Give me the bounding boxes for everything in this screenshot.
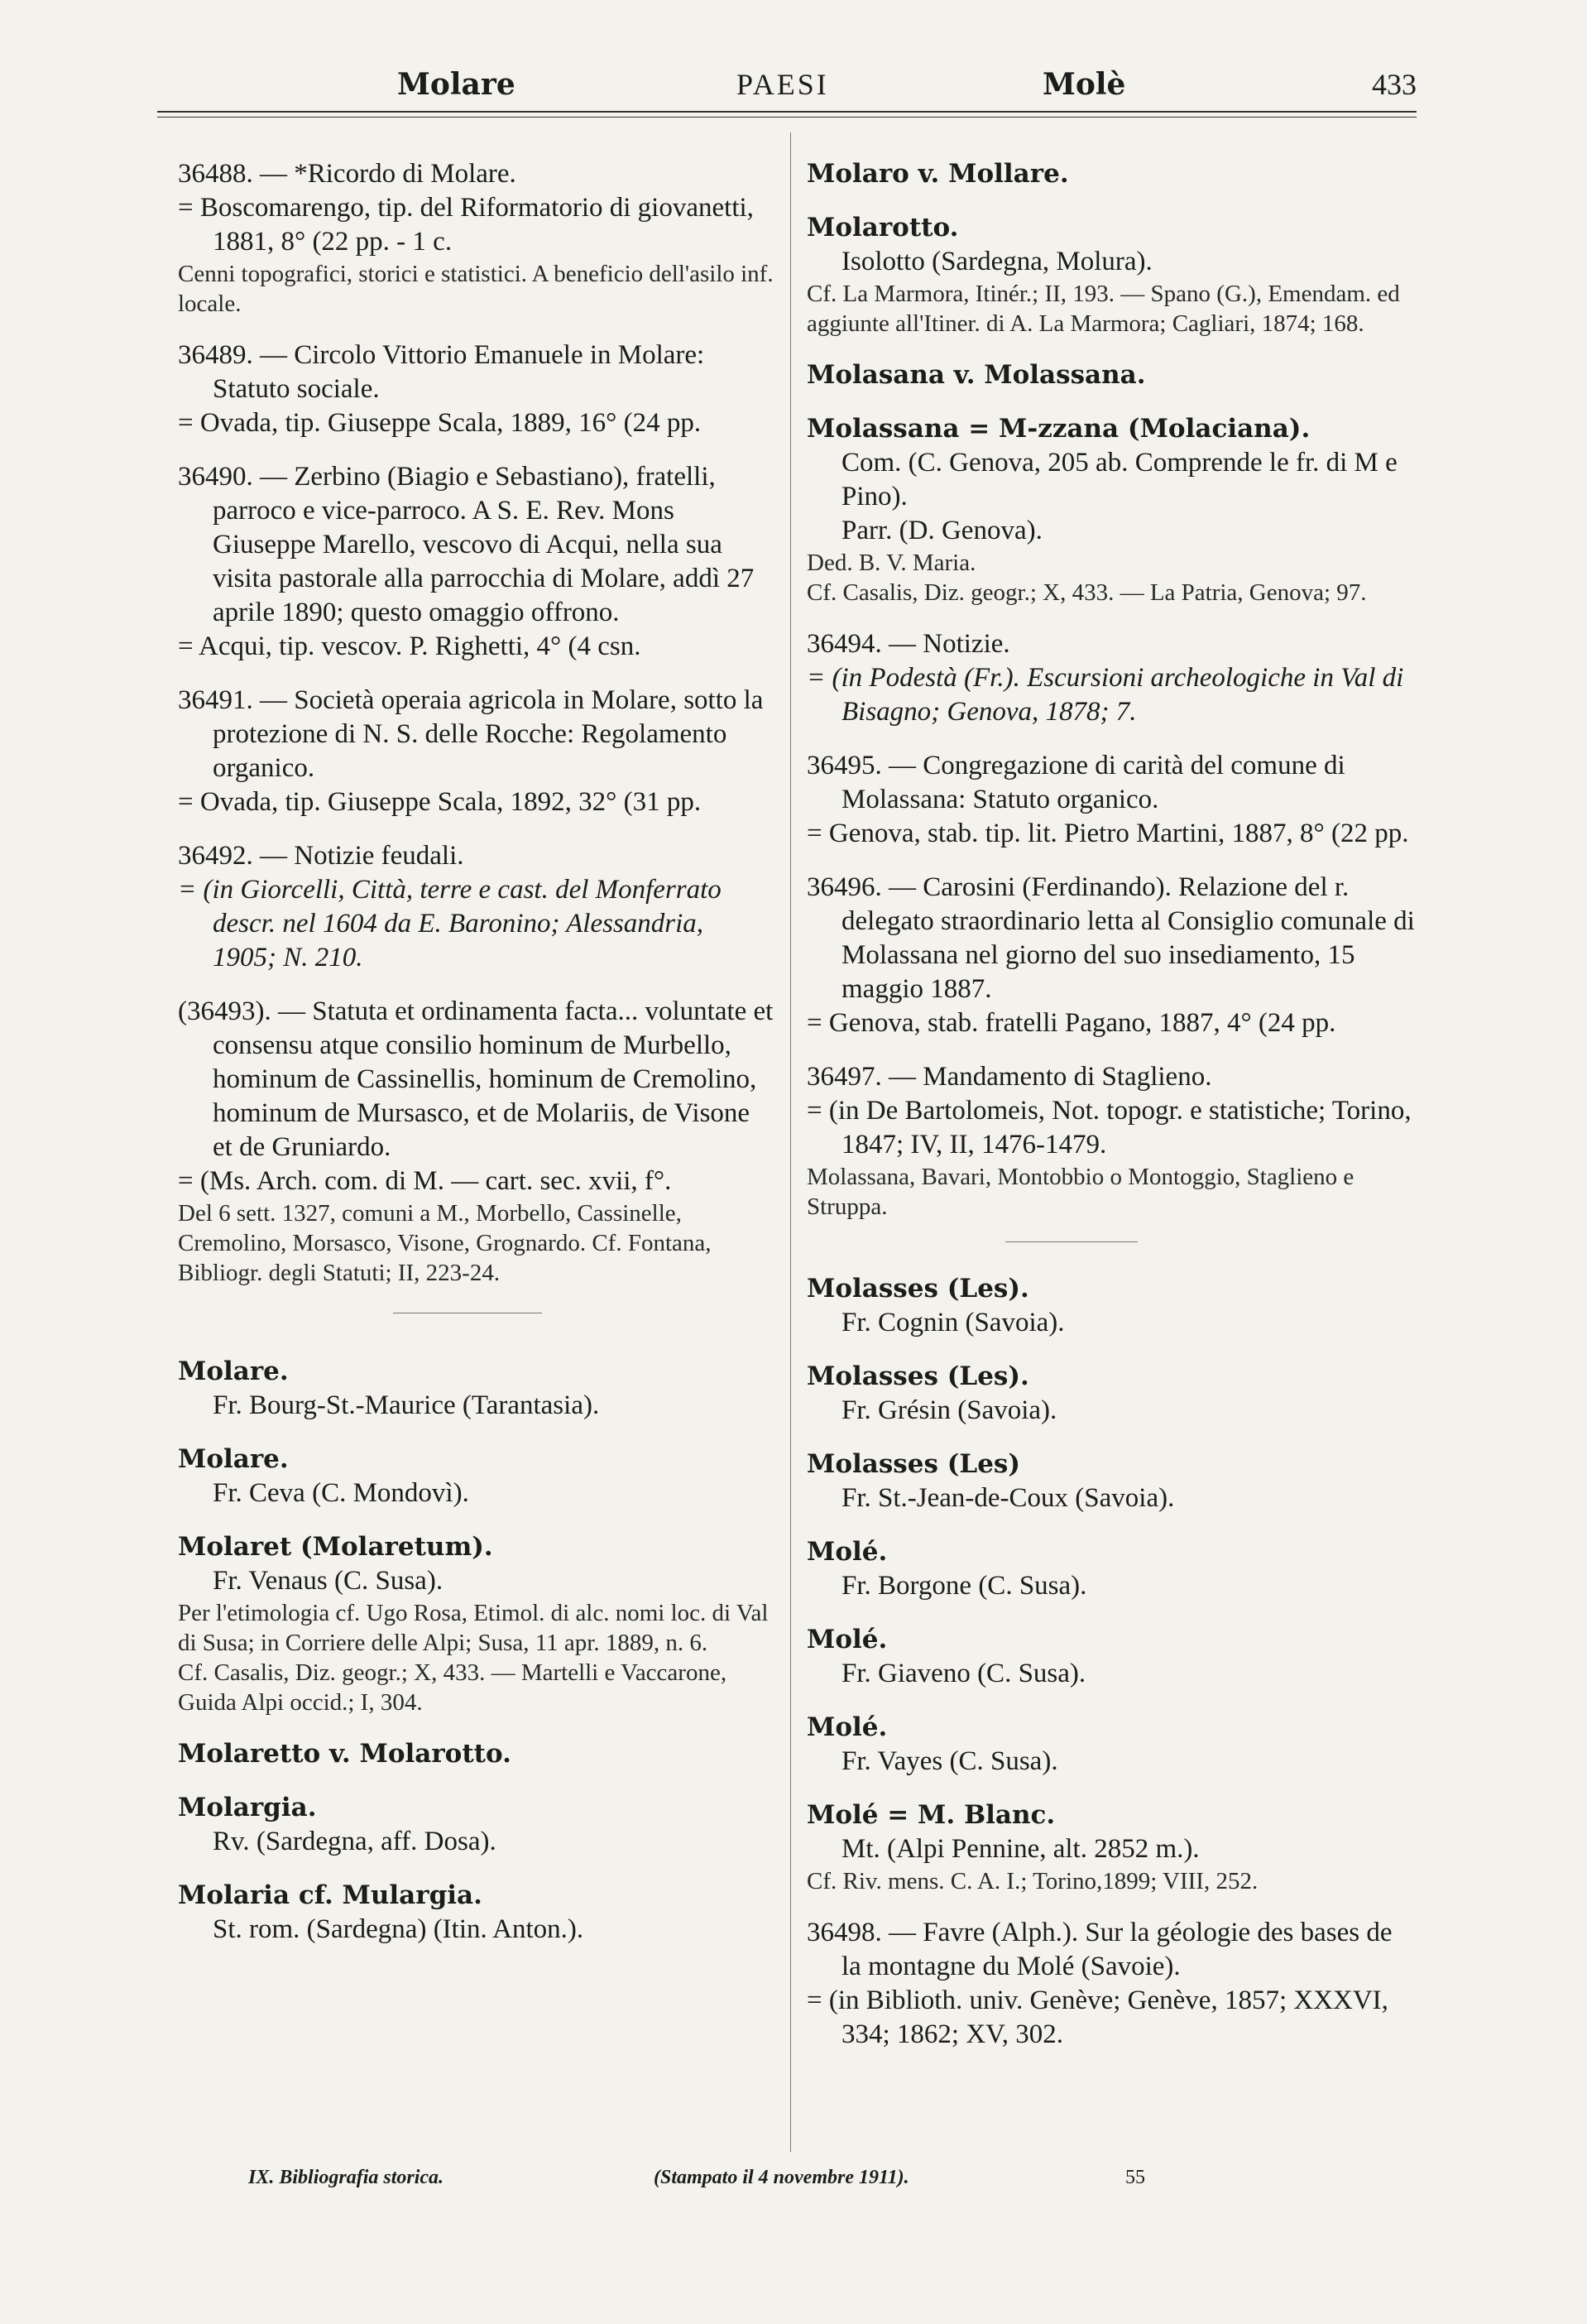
place-heading: Molasses (Les).	[807, 1361, 1029, 1391]
place-body: Parr. (D. Genova).	[841, 516, 1043, 545]
place-body: Fr. Grésin (Savoia).	[841, 1395, 1057, 1425]
entry-36496	[807, 871, 1415, 1040]
place-heading: Molaretto v. Molarotto.	[178, 1739, 511, 1769]
entry-36490	[178, 460, 774, 664]
place-note: Ded. B. V. Maria.	[807, 550, 976, 576]
running-head-center: PAESI	[736, 68, 829, 101]
entry-36495	[807, 749, 1415, 851]
running-head-right: Molè	[1043, 67, 1126, 102]
place-heading: Molasses (Les)	[807, 1449, 1021, 1479]
place-note: Cf. Casalis, Diz. geogr.; X, 433. — La Patria, Genova; 97.	[807, 579, 1367, 606]
footer-signature: 55	[1125, 2167, 1145, 2188]
place-molaretto	[178, 1737, 774, 1771]
place-body: Fr. Bourg-St.-Maurice (Tarantasia).	[213, 1390, 600, 1420]
running-head	[157, 60, 1417, 109]
place-body: Fr. St.-Jean-de-Coux (Savoia).	[841, 1483, 1175, 1513]
header-rule-thin	[157, 117, 1417, 118]
entry-title: 36489. — Circolo Vittorio Emanuele in Molare: Statuto sociale.	[178, 340, 705, 404]
left-column	[178, 157, 774, 1966]
place-mole-2	[807, 1623, 1415, 1691]
entry-imprint: = (in De Bartolomeis, Not. topogr. e statistiche; Torino, 1847; IV, II, 1476-1479.	[807, 1096, 1412, 1160]
place-molasses-3	[807, 1448, 1415, 1515]
entry-36491	[178, 684, 774, 819]
section-separator	[1005, 1241, 1138, 1242]
entry-imprint: = Genova, stab. fratelli Pagano, 1887, 4° (24 pp.	[807, 1008, 1336, 1038]
entry-title: 36495. — Congregazione di carità del comune di Molassana: Statuto organico.	[807, 751, 1345, 814]
entry-imprint: = (Ms. Arch. com. di M. — cart. sec. xvii, f°.	[178, 1166, 672, 1196]
place-heading: Molargia.	[178, 1793, 317, 1822]
place-note: Cf. La Marmora, Itinér.; II, 193. — Spano (G.), Emendam. ed aggiunte all'Itiner. di A. La Marmora; Cagliari, 1874; 168.	[807, 281, 1400, 337]
place-note: Cf. Casalis, Diz. geogr.; X, 433. — Martelli e Vaccarone, Guida Alpi occid.; I, 304.	[178, 1659, 727, 1716]
place-body: Rv. (Sardegna, aff. Dosa).	[213, 1827, 496, 1856]
place-heading: Molé.	[807, 1712, 888, 1742]
place-mole-1	[807, 1535, 1415, 1603]
entry-36494	[807, 627, 1415, 729]
place-note: Per l'etimologia cf. Ugo Rosa, Etimol. di alc. nomi loc. di Val di Susa; in Corriere delle Alpi; Susa, 11 apr. 1889, n. 6.	[178, 1600, 769, 1656]
entry-title: 36492. — Notizie feudali.	[178, 841, 464, 871]
right-column	[807, 157, 1415, 2072]
page-number: 433	[1372, 68, 1417, 101]
place-heading: Molaro v. Mollare.	[807, 159, 1069, 189]
place-molasana	[807, 358, 1415, 392]
entry-36492	[178, 839, 774, 975]
place-heading: Molarotto.	[807, 213, 959, 242]
place-molaro	[807, 157, 1415, 191]
place-body: Fr. Giaveno (C. Susa).	[841, 1659, 1086, 1688]
entry-imprint: = (in Giorcelli, Città, terre e cast. del Monferrato descr. nel 1604 da E. Baronino; Alessandria, 1905; N. 210.	[178, 875, 722, 972]
entry-imprint: = (in Biblioth. univ. Genève; Genève, 1857; XXXVI, 334; 1862; XV, 302.	[807, 1985, 1388, 2049]
entry-title: 36497. — Mandamento di Staglieno.	[807, 1062, 1212, 1092]
entry-note: Molassana, Bavari, Montobbio o Montoggio, Staglieno e Struppa.	[807, 1164, 1354, 1220]
entry-36498	[807, 1916, 1415, 2052]
entry-title: (36493). — Statuta et ordinamenta facta... voluntate et consensu atque consilio hominum de Murbello, hominum de Cassinellis, hominum de Cremolino, hominum de Mursasco, et de Molariis, de Visone et de Gruniardo.	[178, 996, 774, 1162]
place-body: St. rom. (Sardegna) (Itin. Anton.).	[213, 1914, 584, 1944]
entry-36493	[178, 995, 774, 1288]
footer-section: IX. Bibliografia storica.	[248, 2167, 444, 2188]
place-heading: Molaret (Molaretum).	[178, 1532, 493, 1562]
entry-36489	[178, 339, 774, 440]
place-body: Fr. Borgone (C. Susa).	[841, 1571, 1087, 1601]
place-heading: Molaria cf. Mulargia.	[178, 1880, 482, 1910]
entry-note: Cenni topografici, storici e statistici. A beneficio dell'asilo inf. locale.	[178, 261, 774, 317]
entry-title: 36496. — Carosini (Ferdinando). Relazione del r. delegato straordinario letta al Consiglio comunale di Molassana nel giorno del suo insediamento, 15 maggio 1887.	[807, 872, 1415, 1004]
place-body: Fr. Venaus (C. Susa).	[213, 1566, 443, 1596]
footer-print-date: (Stampato il 4 novembre 1911).	[654, 2167, 909, 2188]
place-mole-3	[807, 1711, 1415, 1779]
entry-title: 36491. — Società operaia agricola in Molare, sotto la protezione di N. S. delle Rocche: Regolamento organico.	[178, 685, 764, 783]
column-divider	[790, 132, 791, 2152]
place-molargia	[178, 1791, 774, 1859]
place-molaret	[178, 1530, 774, 1717]
entry-imprint: = Acqui, tip. vescov. P. Righetti, 4° (4 csn.	[178, 631, 641, 661]
place-molaria	[178, 1879, 774, 1947]
entry-note: Del 6 sett. 1327, comuni a M., Morbello, Cassinelle, Cremolino, Morsasco, Visone, Grognardo. Cf. Fontana, Bibliogr. degli Statuti; II, 223-24.	[178, 1200, 712, 1286]
entry-imprint: = Ovada, tip. Giuseppe Scala, 1892, 32° (31 pp.	[178, 787, 702, 817]
place-heading: Molé.	[807, 1537, 888, 1567]
place-note: Cf. Riv. mens. C. A. I.; Torino,1899; VIII, 252.	[807, 1868, 1259, 1894]
place-molasses-2	[807, 1360, 1415, 1428]
running-head-left: Molare	[397, 67, 515, 102]
place-body: Fr. Ceva (C. Mondovì).	[213, 1478, 469, 1508]
place-heading: Molasses (Les).	[807, 1274, 1029, 1304]
place-body: Fr. Vayes (C. Susa).	[841, 1746, 1058, 1776]
entry-imprint: = (in Podestà (Fr.). Escursioni archeologiche in Val di Bisagno; Genova, 1878; 7.	[807, 663, 1404, 727]
entry-title: 36490. — Zerbino (Biagio e Sebastiano), fratelli, parroco e vice-parroco. A S. E. Rev. Mons Giuseppe Marello, vescovo di Acqui, nella sua visita pastorale alla parrocchia di Molare, addì 27 aprile 1890; questo omaggio offrono.	[178, 462, 755, 627]
place-heading: Molé = M. Blanc.	[807, 1800, 1056, 1830]
entry-title: 36498. — Favre (Alph.). Sur la géologie des bases de la montagne du Molé (Savoie).	[807, 1918, 1393, 1981]
place-molasses-1	[807, 1272, 1415, 1340]
place-molare-2	[178, 1443, 774, 1510]
entry-imprint: = Ovada, tip. Giuseppe Scala, 1889, 16° (24 pp.	[178, 408, 702, 438]
place-body: Fr. Cognin (Savoia).	[841, 1308, 1065, 1337]
place-body: Isolotto (Sardegna, Molura).	[841, 247, 1153, 276]
place-heading: Molassana = M-zzana (Molaciana).	[807, 414, 1311, 444]
entry-imprint: = Boscomarengo, tip. del Riformatorio di giovanetti, 1881, 8° (22 pp. - 1 c.	[178, 193, 754, 257]
place-body: Mt. (Alpi Pennine, alt. 2852 m.).	[841, 1834, 1200, 1864]
entry-imprint: = Genova, stab. tip. lit. Pietro Martini, 1887, 8° (22 pp.	[807, 819, 1409, 848]
place-heading: Molé.	[807, 1625, 888, 1654]
place-heading: Molasana v. Molassana.	[807, 360, 1146, 390]
place-body: Com. (C. Genova, 205 ab. Comprende le fr. di M e Pino).	[841, 448, 1398, 511]
header-rule	[157, 111, 1417, 113]
place-molarotto	[807, 211, 1415, 339]
entry-36497	[807, 1060, 1415, 1222]
entry-title: 36494. — Notizie.	[807, 629, 1010, 659]
entry-36488	[178, 157, 774, 319]
place-heading: Molare.	[178, 1356, 289, 1386]
place-molassana	[807, 412, 1415, 607]
place-heading: Molare.	[178, 1444, 289, 1474]
place-mole-blanc	[807, 1798, 1415, 1896]
place-molare-1	[178, 1355, 774, 1423]
entry-title: 36488. — *Ricordo di Molare.	[178, 159, 516, 189]
